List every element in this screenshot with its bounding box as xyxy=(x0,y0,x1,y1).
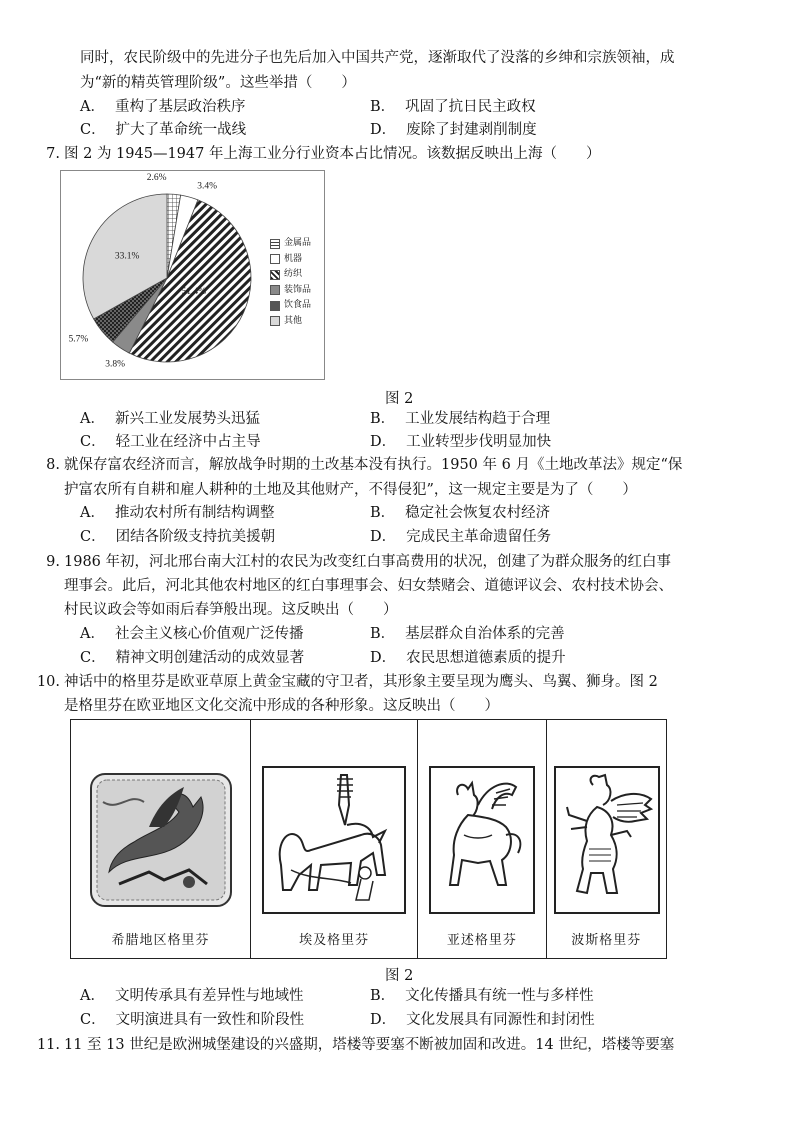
q10-option-a: A． 文明传承具有差异性与地域性 xyxy=(80,988,304,1004)
legend-swatch xyxy=(270,316,280,326)
legend-label: 机器 xyxy=(284,253,303,264)
q9-option-b: B． 基层群众自治体系的完善 xyxy=(370,626,565,642)
pie-data-label: 2.6% xyxy=(146,172,167,183)
q8-stem-line-1: 8. 就保存富农经济而言，解放战争时期的土改基本没有执行。1950 年 6 月《土地改革法》规定“保 xyxy=(46,457,683,473)
q6-stem-line-1: 同时，农民阶级中的先进分子也先后加入中国共产党，逐渐取代了没落的乡绅和宗族领袖，成 xyxy=(80,50,675,66)
greek-griffin-image xyxy=(89,772,233,908)
legend-item xyxy=(270,298,311,314)
assyrian-griffin-label: 亚述格里芬 xyxy=(446,933,517,948)
egyptian-griffin-image xyxy=(261,765,407,915)
legend-item xyxy=(270,267,311,283)
q8-stem-line-2: 护富农所有自耕和雇人耕种的土地及其他财产，不得侵犯”，这一规定主要是为了（ ） xyxy=(64,482,637,498)
legend-item xyxy=(270,236,311,252)
pie-data-label: 3.4% xyxy=(197,181,218,192)
q9-option-a: A． 社会主义核心价值观广泛传播 xyxy=(80,626,304,642)
q6-option-c: C． 扩大了革命统一战线 xyxy=(80,122,247,138)
q9-option-d: D． 农民思想道德素质的提升 xyxy=(370,650,566,666)
q10-figure-caption: 图 2 xyxy=(385,968,414,984)
legend-item xyxy=(270,252,311,268)
legend-swatch xyxy=(270,254,280,264)
q7-stem: 7. 图 2 为 1945—1947 年上海工业分行业资本占比情况。该数据反映出上海（ ） xyxy=(46,146,601,162)
q10-stem-line-2: 是格里芬在欧亚地区文化交流中形成的各种形象。这反映出（ ） xyxy=(64,698,499,714)
legend-swatch xyxy=(270,239,280,249)
persian-griffin-image xyxy=(553,765,661,915)
griffin-cell-assyria xyxy=(418,720,546,958)
q7-option-d: D． 工业转型步伐明显加快 xyxy=(370,434,552,450)
legend-label: 其他 xyxy=(284,315,303,326)
griffin-cell-greek xyxy=(71,720,251,958)
griffin-cell-egypt xyxy=(251,720,418,958)
pie-data-label: 33.1% xyxy=(114,251,140,262)
q8-option-a: A． 推动农村所有制结构调整 xyxy=(80,505,275,521)
q8-option-c: C． 团结各阶级支持抗美援朝 xyxy=(80,529,276,545)
pie-legend xyxy=(270,236,311,329)
q10-stem-line-1: 10. 神话中的格里芬是欧亚草原上黄金宝藏的守卫者，其形象主要呈现为鹰头、鸟翼、狮身。图 2 xyxy=(36,674,658,690)
legend-label: 纺织 xyxy=(284,269,303,279)
q9-stem-line-1: 9. 1986 年初，河北邢台南大江村的农民为改变红白事高费用的状况，创建了为群众服务的红白事 xyxy=(46,554,672,570)
egyptian-griffin-label: 埃及格里芬 xyxy=(299,933,370,948)
pie-data-label: 51.4% xyxy=(181,287,207,298)
q10-option-c: C． 文明演进具有一致性和阶段性 xyxy=(80,1012,305,1028)
pie-data-label: 3.8% xyxy=(105,359,125,370)
q6-stem-line-2: 为“新的精英管理阶级”。这些举措（ ） xyxy=(80,75,356,91)
pie-data-label: 5.7% xyxy=(68,334,89,345)
q6-option-b: B． 巩固了抗日民主政权 xyxy=(370,99,536,115)
q7-figure-caption: 图 2 xyxy=(385,391,414,407)
q10-option-d: D． 文化发展具有同源性和封闭性 xyxy=(370,1012,595,1028)
legend-label: 饮食品 xyxy=(284,300,312,310)
q9-stem-line-3: 村民议政会等如雨后春笋般出现。这反映出（ ） xyxy=(64,602,398,618)
legend-label: 装饰品 xyxy=(284,284,312,295)
griffin-image-table xyxy=(70,719,667,959)
q10-option-b: B． 文化传播具有统一性与多样性 xyxy=(370,988,594,1004)
greek-griffin-label: 希腊地区格里芬 xyxy=(111,933,210,948)
q11-stem-line-1: 11. 11 至 13 世纪是欧洲城堡建设的兴盛期，塔楼等要塞不断被加固和改进。14 世纪，塔楼等要塞 xyxy=(36,1037,675,1053)
assyrian-griffin-image xyxy=(428,765,536,915)
legend-label: 金属品 xyxy=(284,238,312,248)
q8-option-b: B． 稳定社会恢复农村经济 xyxy=(370,505,551,521)
legend-item xyxy=(270,283,311,299)
legend-item xyxy=(270,314,311,330)
q7-option-c: C． 轻工业在经济中占主导 xyxy=(80,434,261,450)
legend-swatch xyxy=(270,270,280,280)
q7-option-b: B． 工业发展结构趋于合理 xyxy=(370,411,551,427)
q8-option-d: D． 完成民主革命遗留任务 xyxy=(370,529,552,545)
q9-stem-line-2: 理事会。此后，河北其他农村地区的红白事理事会、妇女禁赌会、道德评议会、农村技术协会、 xyxy=(64,578,673,594)
q6-option-d: D． 废除了封建剥削制度 xyxy=(370,122,537,138)
legend-swatch xyxy=(270,285,280,295)
q9-option-c: C． 精神文明创建活动的成效显著 xyxy=(80,650,305,666)
griffin-cell-persia xyxy=(547,720,666,958)
q6-option-a: A． 重构了基层政治秩序 xyxy=(80,99,246,115)
legend-swatch xyxy=(270,301,280,311)
persian-griffin-label: 波斯格里芬 xyxy=(571,933,642,948)
q7-option-a: A． 新兴工业发展势头迅猛 xyxy=(80,411,260,427)
